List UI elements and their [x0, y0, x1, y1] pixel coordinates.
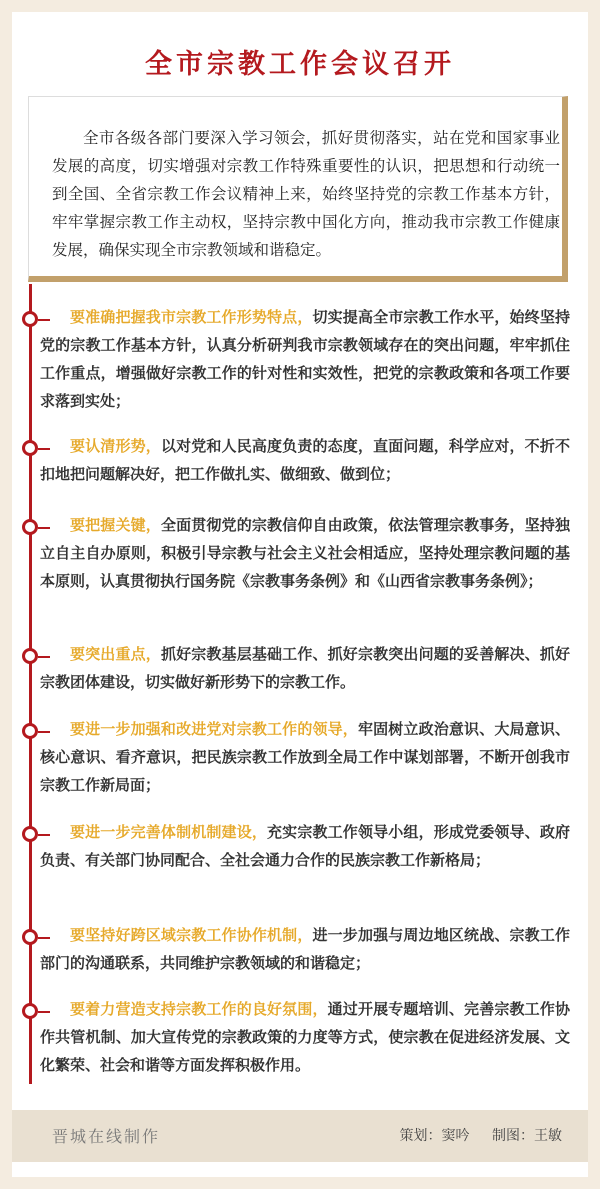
- timeline-dot: [22, 440, 38, 456]
- timeline-dot: [22, 519, 38, 535]
- timeline-dot: [22, 826, 38, 842]
- item-lead: 要准确把握我市宗教工作形势特点，: [70, 308, 313, 326]
- page-title: 全市宗教工作会议召开: [145, 49, 455, 80]
- item-lead: 要着力营造支持宗教工作的良好氛围，: [70, 1000, 328, 1018]
- timeline-dot: [22, 723, 38, 739]
- item-body: 充实宗教工作领导小组，形成党委领导、政府负责、有关部门协同配合、全社会通力合作的民族宗教工作新格局；: [40, 823, 570, 869]
- producer-credit: 晋城在线制作: [52, 1127, 161, 1146]
- item-body: 以对党和人民高度负责的态度，直面问题，科学应对，不折不扣地把问题解决好，把工作做扎实、做细致、做到位；: [40, 437, 570, 483]
- list-item: [40, 303, 570, 415]
- list-item: [40, 511, 570, 595]
- timeline-dot: [22, 648, 38, 664]
- list-item: [40, 921, 570, 977]
- item-body: 全面贯彻党的宗教信仰自由政策，依法管理宗教事务，坚持独立自主自办原则，积极引导宗教与社会主义社会相适应，坚持处理宗教问题的基本原则，认真贯彻执行国务院《宗教事务条例》和《山西省宗教事务条例》；: [40, 516, 570, 590]
- item-lead: 要进一步完善体制机制建设，: [70, 823, 268, 841]
- designer-label: 制图：: [492, 1128, 534, 1144]
- planner-label: 策划：: [399, 1128, 442, 1144]
- designer-name: 王敏: [534, 1128, 562, 1144]
- planner-name: 窦吟: [441, 1128, 470, 1144]
- item-lead: 要认清形势，: [70, 437, 161, 455]
- item-body: 切实提高全市宗教工作水平，始终坚持党的宗教工作基本方针，认真分析研判我市宗教领域存在的突出问题，牢牢抓住工作重点，增强做好宗教工作的针对性和实效性，把党的宗教政策和各项工作要求落到实处；: [40, 308, 570, 410]
- list-item: [40, 818, 570, 874]
- intro-paragraph: 全市各级各部门要深入学习领会，抓好贯彻落实，站在党和国家事业发展的高度，切实增强对宗教工作特殊重要性的认识，把思想和行动统一到全国、全省宗教工作会议精神上来，始终坚持党的宗教工作基本方针，牢牢掌握宗教工作主动权，坚持宗教中国化方向，推动我市宗教工作健康发展，确保实现全市宗教领域和谐稳定。: [52, 129, 560, 259]
- timeline-line: [29, 284, 32, 1084]
- list-item: [40, 432, 570, 488]
- item-lead: 要把握关键，: [70, 516, 161, 534]
- item-body: 进一步加强与周边地区统战、宗教工作部门的沟通联系，共同维护宗教领域的和谐稳定；: [40, 926, 570, 972]
- timeline-dot: [22, 311, 38, 327]
- item-body: 牢固树立政治意识、大局意识、核心意识、看齐意识，把民族宗教工作放到全局工作中谋划部署，不断开创我市宗教工作新局面；: [40, 720, 570, 794]
- item-body: 抓好宗教基层基础工作、抓好宗教突出问题的妥善解决、抓好宗教团体建设，切实做好新形势下的宗教工作。: [40, 645, 570, 691]
- credits: [394, 1125, 562, 1145]
- timeline-dot: [22, 929, 38, 945]
- list-item: [40, 995, 570, 1079]
- item-lead: 要进一步加强和改进党对宗教工作的领导，: [70, 720, 358, 738]
- list-item: [40, 715, 570, 799]
- item-body: 通过开展专题培训、完善宗教工作协作共管机制、加大宣传党的宗教政策的力度等方式，使宗教在促进经济发展、文化繁荣、社会和谐等方面发挥积极作用。: [40, 1000, 570, 1074]
- timeline-dot: [22, 1003, 38, 1019]
- item-lead: 要坚持好跨区域宗教工作协作机制，: [70, 926, 313, 944]
- list-item: [40, 640, 570, 696]
- item-lead: 要突出重点，: [70, 645, 161, 663]
